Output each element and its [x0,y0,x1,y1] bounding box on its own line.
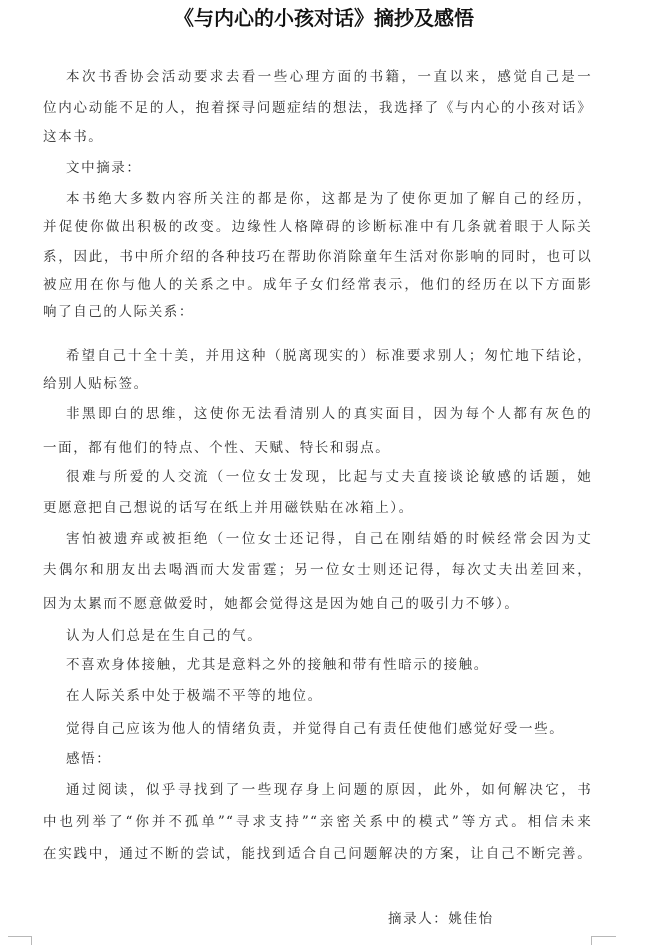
abandonment-line-3: 因为太累而不愿意做爱时，她都会觉得这是因为她自己的吸引力不够）。 [43,596,520,612]
perfection-line-1: 希望自己十全十美，并用这种（脱离现实的）标准要求别人；匆忙地下结论， [66,348,592,364]
perfection-line-2: 给别人贴标签。 [43,376,149,392]
page-corner-mark-right [591,936,616,945]
intro-line-2: 位内心动能不足的人，抱着探寻问题症结的想法，我选择了《与内心的小孩对话》 [43,100,592,116]
black-white-line-1: 非黑即白的思维，这使你无法看清别人的真实面目，因为每个人都有灰色的 [66,406,592,422]
excerpt-p1-line-2: 并促使你做出积极的改变。边缘性人格障碍的诊断标准中有几条就着眼于人际关 [43,219,592,235]
reflection-line-2: 中也列举了“你并不孤单”“寻求支持”“亲密关系中的模式”等方式。相信未来 [43,814,592,830]
anger-item: 认为人们总是在生自己的气。 [66,628,263,644]
intro-line-1: 本次书香协会活动要求去看一些心理方面的书籍，一直以来，感觉自己是一 [66,69,592,85]
intro-line-3: 这本书。 [43,129,104,145]
excerpt-heading: 文中摘录： [66,160,142,176]
touch-item: 不喜欢身体接触，尤其是意料之外的接触和带有性暗示的接触。 [66,657,489,673]
abandonment-line-2: 夫偶尔和朋友出去喝酒而大发雷霆；另一位女士则还记得，每次丈夫出差回来， [43,562,592,578]
excerpt-p1-line-3: 系，因此，书中所介绍的各种技巧在帮助你消除童年生活对你影响的同时，也可以 [43,249,592,265]
excerpt-p1-line-4: 被应用在你与他人的关系之中。成年子女们经常表示，他们的经历在以下方面影 [43,277,592,293]
reflection-line-1: 通过阅读，似乎寻找到了一些现存身上问题的原因，此外，如何解决它，书 [66,782,592,798]
signature: 摘录人：姚佳怡 [388,911,494,927]
communication-line-2: 更愿意把自己想说的话写在纸上并用磁铁贴在冰箱上）。 [43,500,414,516]
abandonment-line-1: 害怕被遗弃或被拒绝（一位女士还记得，自己在刚结婚的时候经常会因为丈 [66,531,592,547]
document-title: 《与内心的小孩对话》摘抄及感悟 [174,6,474,30]
inequality-item: 在人际关系中处于极端不平等的地位。 [66,688,323,704]
reflection-heading: 感悟： [66,751,112,767]
excerpt-p1-line-5: 响了自己的人际关系： [43,304,194,320]
reflection-line-3: 在实践中，通过不断的尝试，能找到适合自己问题解决的方案，让自己不断完善。 [43,846,592,862]
black-white-line-2: 一面，都有他们的特点、个性、天赋、特长和弱点。 [43,440,391,456]
communication-line-1: 很难与所爱的人交流（一位女士发现，比起与丈夫直接谈论敏感的话题，她 [66,469,592,485]
responsibility-item: 觉得自己应该为他人的情绪负责，并觉得自己有责任使他们感觉好受一些。 [66,721,565,737]
page-corner-mark-left [8,936,32,945]
excerpt-p1-line-1: 本书绝大多数内容所关注的都是你，这都是为了使你更加了解自己的经历， [66,191,592,207]
